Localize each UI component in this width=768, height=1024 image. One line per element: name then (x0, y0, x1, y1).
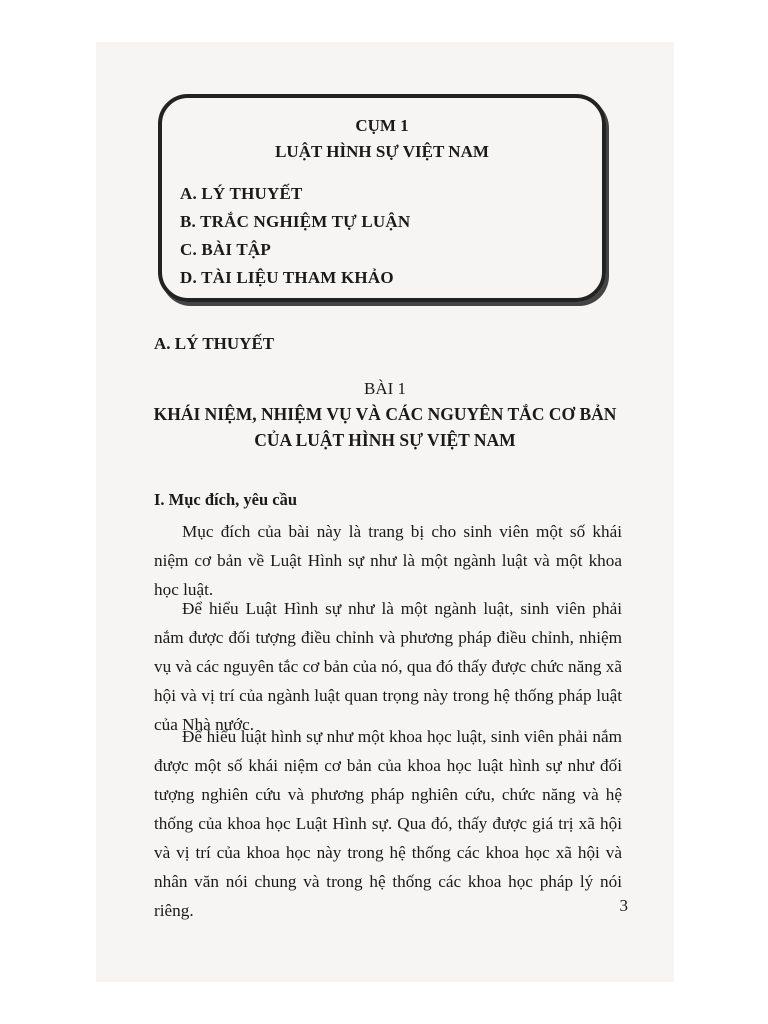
lesson-title-line1: KHÁI NIỆM, NHIỆM VỤ VÀ CÁC NGUYÊN TẮC CƠ BẢN (153, 404, 617, 424)
paragraph-1: Mục đích của bài này là trang bị cho sinh viên một số khái niệm cơ bản về Luật Hình sự như là một ngành luật và một khoa học luật. (154, 522, 622, 599)
book-page (96, 42, 674, 982)
subsection-heading: I. Mục đích, yêu cầu (154, 490, 298, 509)
lesson-title-line2: CỦA LUẬT HÌNH SỰ VIỆT NAM (254, 430, 516, 450)
cluster-title: LUẬT HÌNH SỰ VIỆT NAM (275, 142, 489, 161)
paragraph-2: Để hiểu Luật Hình sự như là một ngành luật, sinh viên phải nắm được đối tượng điều chỉnh và phương pháp điều chỉnh, nhiệm vụ và các nguyên tắc cơ bản của nó, qua đó thấy được chức năng xã hội và vị trí của ngành luật quan trọng này trong hệ thống pháp luật của Nhà nước. (154, 599, 622, 734)
toc-item-references: D. TÀI LIỆU THAM KHẢO (180, 268, 394, 287)
toc-item-essay-quiz: B. TRẮC NGHIỆM TỰ LUẬN (180, 212, 411, 231)
paragraph-3: Để hiểu luật hình sự như một khoa học luật, sinh viên phải nắm được một số khái niệm cơ bản của khoa học luật hình sự như đối tượng nghiên cứu và phương pháp nghiên cứu, chức năng và hệ thống của khoa học Luật Hình sự. Qua đó, thấy được giá trị xã hội và vị trí của khoa học này trong hệ thống các khoa học xã hội và nhân văn nói chung và trong hệ thống các khoa học pháp lý nói riêng. (154, 727, 622, 920)
toc-item-exercises: C. BÀI TẬP (180, 240, 271, 259)
lesson-number: BÀI 1 (363, 379, 407, 398)
cluster-label: CỤM 1 (355, 116, 409, 135)
section-heading-theory: A. LÝ THUYẾT (154, 334, 275, 353)
page-number: 3 (619, 896, 628, 915)
chapter-header-box (158, 94, 606, 302)
toc-item-theory: A. LÝ THUYẾT (180, 184, 303, 203)
